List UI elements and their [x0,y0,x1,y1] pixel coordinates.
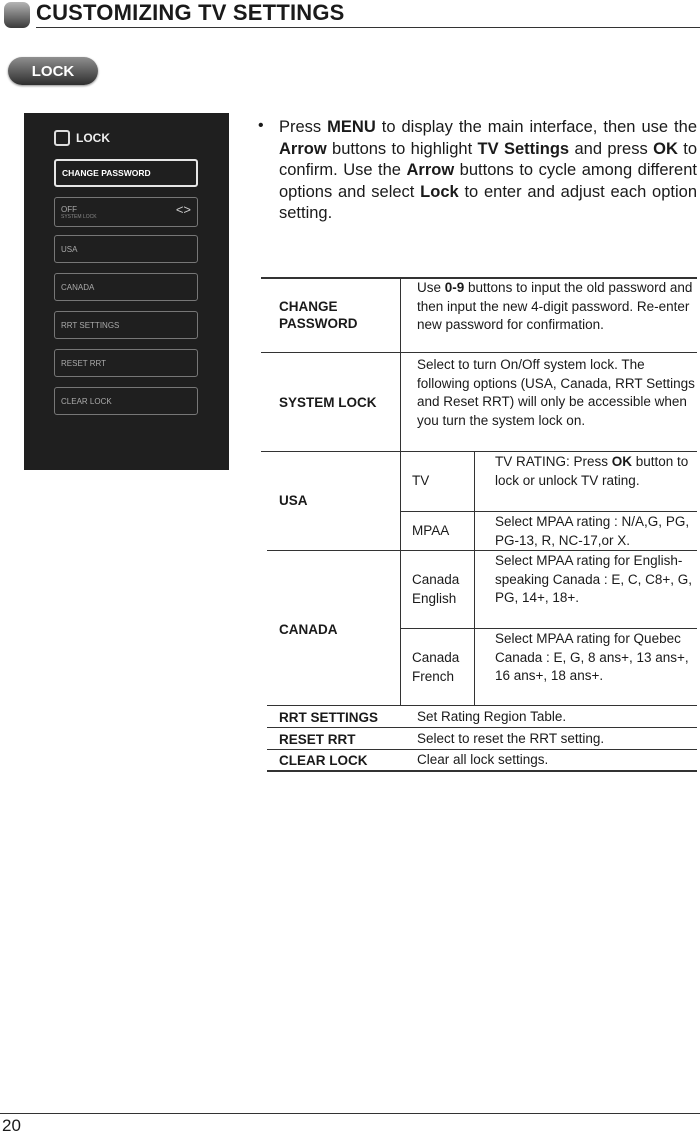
left-right-arrows-icon: <> [175,202,191,217]
intro-bold: MENU [327,118,376,136]
usa-sub-tv: TV [412,473,430,488]
row-label-reset-rrt: RESET RRT [279,732,356,747]
intro-text: Press [279,118,328,136]
row-desc-change-password [417,279,699,335]
row-desc-clear-lock: Clear all lock settings. [417,752,549,767]
page-number: 20 [2,1116,21,1135]
canada-desc-french: Select MPAA rating for Quebec Canada : E, G, 8 ans+, 13 ans+, 16 ans+, 18 ans+. [495,631,689,683]
row-label-rrt-settings: RRT SETTINGS [279,710,379,725]
lock-square-icon [54,130,70,146]
intro-bold: Arrow [279,139,327,158]
intro-paragraph [279,117,697,225]
row-desc-reset-rrt: Select to reset the RRT setting. [417,731,605,746]
intro-text: to enter and adjust each option setting. [279,182,698,222]
intro-text: and press [569,139,654,158]
tv-menu-item-value: OFF [61,204,77,214]
tv-menu-item-reset-rrt [54,349,198,377]
tv-menu-item-clear-lock [54,387,198,415]
row-label-clear-lock: CLEAR LOCK [279,753,368,768]
row-label-usa: USA [279,493,308,508]
row-desc-system-lock: Select to turn On/Off system lock. The following options (USA, Canada, RRT Settings and Reset RRT) will only be accessible when you turn the system lock on. [417,357,695,428]
tv-menu-item-rrt-settings [54,311,198,339]
desc-text: TV RATING: Press [495,454,612,469]
table-rule [267,770,697,772]
tv-menu-header [54,130,110,146]
table-rule [261,451,697,452]
tv-menu-item-canada [54,273,198,301]
intro-bold: Arrow [406,161,455,179]
row-label-change-password: CHANGE PASSWORD [279,299,358,331]
intro-text: buttons to cycle among different options and select [279,161,697,201]
tv-lock-menu-screenshot [24,113,229,470]
section-badge: LOCK [8,57,98,85]
desc-bold: OK [611,454,633,469]
desc-text: button to lock or unlock TV rating. [495,454,689,488]
header-divider [36,27,700,28]
footer-divider [0,1113,700,1114]
intro-text: buttons to highlight [326,139,478,158]
usa-desc-mpaa: Select MPAA rating : N/A,G, PG, PG-13, R, NC-17,or X. [495,514,690,548]
desc-bold: 0-9 [444,280,465,295]
header-pill-icon [4,2,30,28]
tv-menu-title: LOCK [76,131,110,145]
table-rule [400,628,697,629]
tv-menu-item-label: RRT SETTINGS [61,320,120,330]
table-rule [267,749,697,750]
page-title: CUSTOMIZING TV SETTINGS [36,0,345,25]
table-column-rule [474,451,475,705]
row-label-system-lock: SYSTEM LOCK [279,395,377,410]
intro-text: to display the main interface, then use the [375,118,697,136]
table-rule [261,352,697,353]
usa-sub-mpaa: MPAA [412,523,450,538]
canada-sub-french: Canada French [412,650,460,684]
canada-sub-english: Canada English [412,572,460,606]
desc-text: Use [417,280,445,295]
row-desc-rrt-settings: Set Rating Region Table. [417,709,567,724]
tv-menu-item-label: RESET RRT [61,358,107,368]
usa-desc-tv [495,453,695,490]
row-label-canada: CANADA [279,622,338,637]
intro-bold: OK [653,139,678,158]
tv-menu-item-label: CANADA [61,282,95,292]
tv-menu-item-label: CLEAR LOCK [61,396,112,406]
intro-bold: Lock [420,182,459,201]
tv-menu-item-system-lock [54,197,198,227]
table-column-rule [400,278,401,705]
tv-menu-item-usa [54,235,198,263]
tv-menu-item-label: USA [61,244,78,254]
tv-menu-item-label: CHANGE PASSWORD [62,168,151,178]
bullet-icon: • [258,117,264,134]
table-rule [400,511,697,512]
desc-text: buttons to input the old password and then input the new 4-digit password. Re-enter new password for confirmation. [417,280,693,332]
intro-text: to confirm. Use the [279,139,697,179]
intro-bold: TV Settings [477,139,570,158]
canada-desc-english: Select MPAA rating for English-speaking Canada : E, C, C8+, G, PG, 14+, 18+. [495,553,692,605]
page-header [0,0,700,30]
table-rule [267,727,697,728]
table-rule [267,550,697,551]
table-rule [267,705,697,706]
tv-menu-item-change-password [54,159,198,187]
tv-menu-item-sublabel: SYSTEM LOCK [61,213,97,220]
table-rule [261,277,697,279]
